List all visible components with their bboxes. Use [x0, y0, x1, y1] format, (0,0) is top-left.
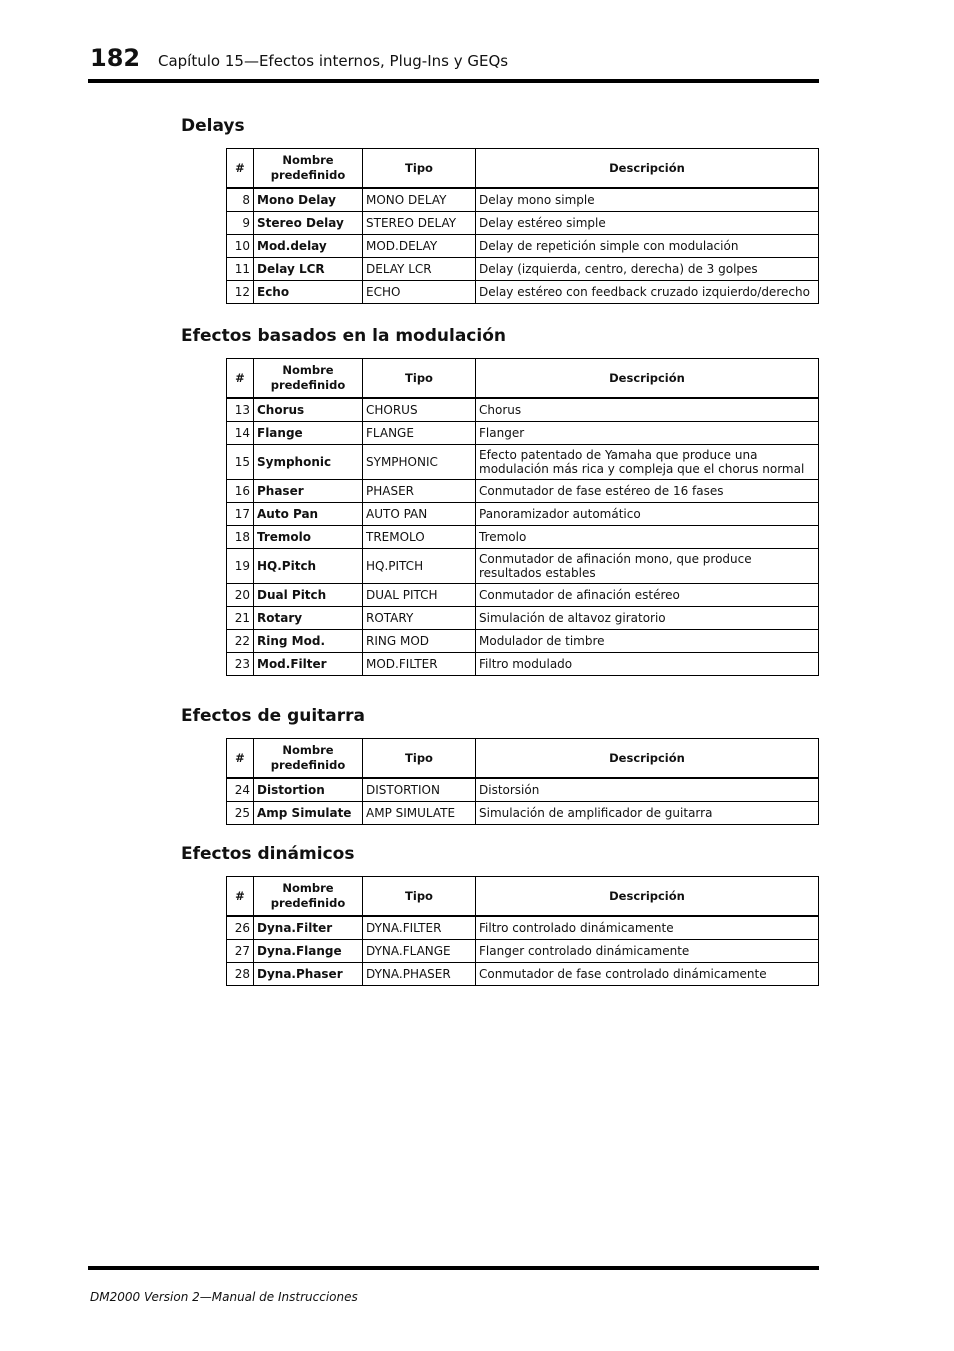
header-tipo: Tipo [363, 739, 476, 779]
effect-description: Conmutador de afinación estéreo [476, 584, 819, 607]
row-number: 19 [227, 549, 254, 584]
table-row [227, 235, 819, 258]
preset-name: Mod.Filter [254, 653, 363, 676]
preset-name: Echo [254, 281, 363, 304]
header-num: # [227, 359, 254, 399]
table-row [227, 630, 819, 653]
effect-type: ROTARY [363, 607, 476, 630]
table-row [227, 281, 819, 304]
effect-description: Flanger [476, 422, 819, 445]
table-row [227, 445, 819, 480]
effect-description: Modulador de timbre [476, 630, 819, 653]
effect-description: Conmutador de fase estéreo de 16 fases [476, 480, 819, 503]
row-number: 8 [227, 188, 254, 212]
preset-name: Rotary [254, 607, 363, 630]
effect-description: Delay mono simple [476, 188, 819, 212]
header-name: Nombre predefinido [254, 359, 363, 399]
row-number: 13 [227, 398, 254, 422]
effect-description: Delay (izquierda, centro, derecha) de 3 golpes [476, 258, 819, 281]
preset-name: Tremolo [254, 526, 363, 549]
table-row [227, 212, 819, 235]
row-number: 17 [227, 503, 254, 526]
section-title: Delays [181, 116, 245, 136]
preset-name: Chorus [254, 398, 363, 422]
effect-type: MOD.FILTER [363, 653, 476, 676]
row-number: 20 [227, 584, 254, 607]
row-number: 23 [227, 653, 254, 676]
preset-name: Dyna.Flange [254, 940, 363, 963]
row-number: 26 [227, 916, 254, 940]
chapter-title: Capítulo 15—Efectos internos, Plug-Ins y GEQs [158, 52, 509, 70]
effect-description: Filtro modulado [476, 653, 819, 676]
table-row [227, 653, 819, 676]
effect-type: HQ.PITCH [363, 549, 476, 584]
header-num: # [227, 149, 254, 189]
effect-type: FLANGE [363, 422, 476, 445]
table-row [227, 963, 819, 986]
row-number: 16 [227, 480, 254, 503]
effect-type: STEREO DELAY [363, 212, 476, 235]
effect-type: CHORUS [363, 398, 476, 422]
header-name: Nombre predefinido [254, 877, 363, 917]
table-row [227, 802, 819, 825]
table-row [227, 549, 819, 584]
header-desc: Descripción [476, 359, 819, 399]
table-row [227, 258, 819, 281]
table-row [227, 398, 819, 422]
effect-type: DUAL PITCH [363, 584, 476, 607]
row-number: 28 [227, 963, 254, 986]
row-number: 24 [227, 778, 254, 802]
header-name: Nombre predefinido [254, 739, 363, 779]
effect-type: ECHO [363, 281, 476, 304]
effect-description: Distorsión [476, 778, 819, 802]
row-number: 27 [227, 940, 254, 963]
row-number: 25 [227, 802, 254, 825]
header-name: Nombre predefinido [254, 149, 363, 189]
table-row [227, 940, 819, 963]
effect-type: DISTORTION [363, 778, 476, 802]
header-rule [88, 79, 819, 83]
page-number: 182 [90, 44, 141, 72]
preset-name: Dyna.Phaser [254, 963, 363, 986]
header-num: # [227, 739, 254, 779]
effect-type: TREMOLO [363, 526, 476, 549]
effect-description: Tremolo [476, 526, 819, 549]
effect-description: Filtro controlado dinámicamente [476, 916, 819, 940]
header-tipo: Tipo [363, 359, 476, 399]
header-tipo: Tipo [363, 877, 476, 917]
effect-description: Chorus [476, 398, 819, 422]
preset-name: Stereo Delay [254, 212, 363, 235]
effects-table [226, 738, 819, 825]
effect-type: DYNA.FILTER [363, 916, 476, 940]
row-number: 14 [227, 422, 254, 445]
effect-description: Flanger controlado dinámicamente [476, 940, 819, 963]
row-number: 10 [227, 235, 254, 258]
effect-type: MONO DELAY [363, 188, 476, 212]
table-row [227, 778, 819, 802]
header-tipo: Tipo [363, 149, 476, 189]
preset-name: HQ.Pitch [254, 549, 363, 584]
table-row [227, 607, 819, 630]
effects-table [226, 358, 819, 676]
effect-type: MOD.DELAY [363, 235, 476, 258]
footer-text: DM2000 Version 2—Manual de Instrucciones [90, 1290, 358, 1304]
effect-description: Delay de repetición simple con modulación [476, 235, 819, 258]
preset-name: Mod.delay [254, 235, 363, 258]
table-row [227, 422, 819, 445]
preset-name: Mono Delay [254, 188, 363, 212]
row-number: 12 [227, 281, 254, 304]
effect-description: Simulación de amplificador de guitarra [476, 802, 819, 825]
effect-description: Efecto patentado de Yamaha que produce una modulación más rica y compleja que el chorus normal [476, 445, 819, 480]
preset-name: Dyna.Filter [254, 916, 363, 940]
effect-description: Simulación de altavoz giratorio [476, 607, 819, 630]
section-title: Efectos dinámicos [181, 844, 355, 864]
table-row [227, 526, 819, 549]
effect-type: DYNA.FLANGE [363, 940, 476, 963]
effect-type: DYNA.PHASER [363, 963, 476, 986]
effect-description: Conmutador de fase controlado dinámicamente [476, 963, 819, 986]
table-row [227, 916, 819, 940]
row-number: 15 [227, 445, 254, 480]
effect-type: AUTO PAN [363, 503, 476, 526]
header-desc: Descripción [476, 149, 819, 189]
table-row [227, 584, 819, 607]
row-number: 18 [227, 526, 254, 549]
effect-description: Conmutador de afinación mono, que produce resultados estables [476, 549, 819, 584]
preset-name: Auto Pan [254, 503, 363, 526]
preset-name: Dual Pitch [254, 584, 363, 607]
row-number: 11 [227, 258, 254, 281]
effect-type: AMP SIMULATE [363, 802, 476, 825]
effects-table [226, 876, 819, 986]
table-row [227, 188, 819, 212]
section-title: Efectos de guitarra [181, 706, 366, 726]
table-row [227, 503, 819, 526]
effect-type: RING MOD [363, 630, 476, 653]
preset-name: Delay LCR [254, 258, 363, 281]
effect-type: DELAY LCR [363, 258, 476, 281]
effect-description: Delay estéreo simple [476, 212, 819, 235]
preset-name: Distortion [254, 778, 363, 802]
preset-name: Amp Simulate [254, 802, 363, 825]
preset-name: Symphonic [254, 445, 363, 480]
effect-type: SYMPHONIC [363, 445, 476, 480]
row-number: 9 [227, 212, 254, 235]
effect-description: Delay estéreo con feedback cruzado izquierdo/derecho [476, 281, 819, 304]
effect-description: Panoramizador automático [476, 503, 819, 526]
section-title: Efectos basados en la modulación [181, 326, 506, 346]
row-number: 21 [227, 607, 254, 630]
effect-type: PHASER [363, 480, 476, 503]
footer-rule [88, 1266, 819, 1270]
header-num: # [227, 877, 254, 917]
effects-table [226, 148, 819, 304]
table-row [227, 480, 819, 503]
preset-name: Phaser [254, 480, 363, 503]
preset-name: Ring Mod. [254, 630, 363, 653]
preset-name: Flange [254, 422, 363, 445]
header-desc: Descripción [476, 877, 819, 917]
row-number: 22 [227, 630, 254, 653]
header-desc: Descripción [476, 739, 819, 779]
